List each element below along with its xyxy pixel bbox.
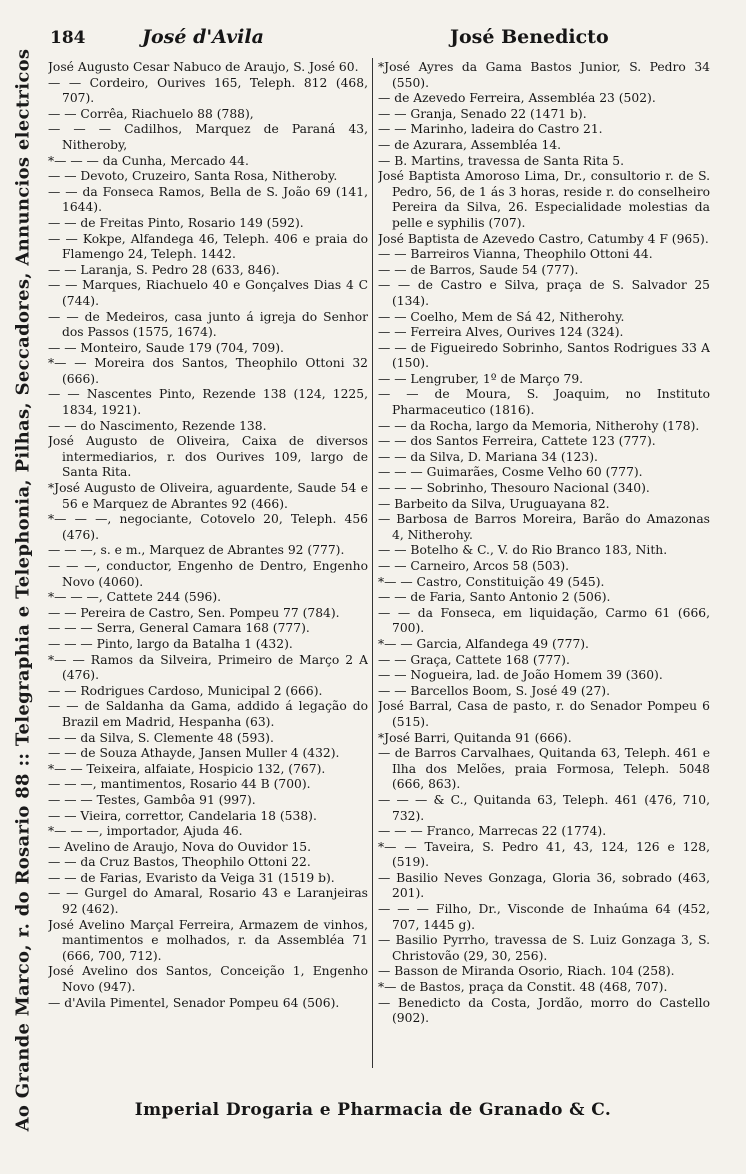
directory-entry: — — Barcellos Boom, S. José 49 (27). [378,683,610,698]
directory-entry: — de Azevedo Ferreira, Assembléa 23 (502). [378,91,656,106]
directory-entry: José Augusto de Oliveira, Caixa de diversos intermediarios, r. dos Ourives 109, largo de Santa Rita. [48,434,368,480]
directory-entry: — — Nascentes Pinto, Rezende 138 (124, 1225, 1834, 1921). [48,387,368,418]
directory-entry: — — de Freitas Pinto, Rosario 149 (592). [48,215,304,230]
directory-entry: — — Barreiros Vianna, Theophilo Ottoni 44. [378,247,653,262]
directory-entry: *— — Castro, Constituição 49 (545). [378,574,605,589]
side-advertisement [4,20,42,1160]
directory-entry: — — — Cadilhos, Marquez de Paraná 43, Nitheroby, [48,122,368,152]
directory-entry: — — de Saldanha da Gama, addido á legação do Brazil em Madrid, Hespanha (63). [48,699,368,729]
directory-entry: — d'Avila Pimentel, Senador Pompeu 64 (506). [48,995,340,1010]
directory-entry: *José Ayres da Gama Bastos Junior, S. Pedro 34 (550). [378,60,710,90]
directory-entry: — — de Souza Athayde, Jansen Muller 4 (432). [48,746,340,761]
right-column [378,60,710,1070]
page-header [50,26,720,52]
directory-entry: — — — Serra, General Camara 168 (777). [48,621,310,636]
directory-entry: *— — Teixeira, alfaiate, Hospicio 132, (767). [48,761,326,776]
directory-entry: — — de Medeiros, casa junto á igreja do Senhor dos Passos (1575, 1674). [48,309,368,340]
running-head-left: José d'Avila [142,26,264,48]
directory-entry: José Baptista de Azevedo Castro, Catumby 4 F (965). [378,231,709,246]
directory-entry: — — Marques, Riachuelo 40 e Gonçalves Dias 4 C (744). [48,278,368,308]
directory-entry: — — Monteiro, Saude 179 (704, 709). [48,340,284,355]
directory-entry: — — Coelho, Mem de Sá 42, Nitherohy. [378,309,625,324]
directory-entry: — — da Silva, S. Clemente 48 (593). [48,730,274,745]
directory-entry: — Benedicto da Costa, Jordão, morro do Castello (902). [378,995,710,1026]
directory-entry: *— — —, importador, Ajuda 46. [48,824,243,839]
directory-entry: — — Rodrigues Cardoso, Municipal 2 (666). [48,683,323,698]
directory-entry: — — Botelho & C., V. do Rio Branco 183, Nith. [378,543,668,558]
directory-entry: *— — — da Cunha, Mercado 44. [48,153,249,168]
directory-entry: — — de Faria, Santo Antonio 2 (506). [378,590,611,605]
directory-entry: *— — —, negociante, Cotovelo 20, Teleph. 456 (476). [48,512,368,542]
directory-entry: — — da Silva, D. Mariana 34 (123). [378,449,598,464]
directory-entry: — — —, mantimentos, Rosario 44 B (700). [48,777,311,792]
directory-entry: — — da Fonseca Ramos, Bella de S. João 69 (141, 1644). [48,184,368,215]
directory-entry: *— — —, Cattete 244 (596). [48,590,222,605]
directory-entry: — de Azurara, Assembléa 14. [378,137,562,152]
directory-entry: — — Lengruber, 1º de Março 79. [378,371,584,386]
directory-entry: — Avelino de Araujo, Nova do Ouvidor 15. [48,839,312,854]
directory-entry: — — Gurgel do Amaral, Rosario 43 e Laranjeiras 92 (462). [48,886,368,917]
directory-entry: — — Graça, Cattete 168 (777). [378,652,570,667]
directory-entry: — — de Figueiredo Sobrinho, Santos Rodrigues 33 A (150). [378,340,710,371]
directory-entry: José Avelino Marçal Ferreira, Armazem de vinhos, mantimentos e molhados, r. da Assembléa 71 (666, 700, 712). [48,917,368,963]
directory-entry: José Barral, Casa de pasto, r. do Senador Pompeu 6 (515). [378,699,710,729]
directory-entry: *— — Garcia, Alfandega 49 (777). [378,636,589,651]
directory-entry: — — Ferreira Alves, Ourives 124 (324). [378,325,624,340]
directory-entry: *José Augusto de Oliveira, aguardente, Saude 54 e 56 e Marquez de Abrantes 92 (466). [48,481,368,511]
directory-entry: — — — Testes, Gambôa 91 (997). [48,792,256,807]
directory-entry: — Barbeito da Silva, Uruguayana 82. [378,496,610,511]
directory-entry: José Augusto Cesar Nabuco de Araujo, S. José 60. [48,60,359,74]
directory-entry: José Baptista Amoroso Lima, Dr., consultorio r. de S. Pedro, 56, de 1 ás 3 horas, reside r. do conselheiro Pereira da Silva, 26. Especialidade molestias da pelle e syphilis (707). [378,169,710,230]
directory-entry: — — —, conductor, Engenho de Dentro, Engenho Novo (4060). [48,559,368,589]
directory-entry: *— de Bastos, praça da Constit. 48 (468, 707). [378,980,668,995]
directory-entry: — — da Cruz Bastos, Theophilo Ottoni 22. [48,855,311,870]
directory-entry: — — —, s. e m., Marquez de Abrantes 92 (777). [48,543,345,558]
directory-entry: — — — Filho, Dr., Visconde de Inhaúma 64 (452, 707, 1445 g). [378,902,710,932]
directory-entry: — — — Franco, Marrecas 22 (1774). [378,824,607,839]
directory-entry: — — Marinho, ladeira do Castro 21. [378,122,603,137]
side-advertisement-text: Ao Grande Marco, r. do Rosario 88 :: Telegraphia e Telephonia, Pilhas, Seccadores, Annuncios electricos [12,48,34,1132]
directory-entry: — — Granja, Senado 22 (1471 b). [378,106,587,121]
directory-entry: — — Vieira, correttor, Candelaria 18 (538). [48,808,317,823]
directory-entry: — — Laranja, S. Pedro 28 (633, 846). [48,262,280,277]
directory-entry: — — — Guimarães, Cosme Velho 60 (777). [378,465,643,480]
directory-entry: — — Kokpe, Alfandega 46, Teleph. 406 e praia do Flamengo 24, Teleph. 1442. [48,231,368,262]
directory-entry: — de Barros Carvalhaes, Quitanda 63, Teleph. 461 e Ilha dos Melões, praia Formosa, Teleph. 5048 (666, 863). [378,746,710,792]
directory-entry: — — dos Santos Ferreira, Cattete 123 (777). [378,434,656,449]
directory-entry: — Basilio Neves Gonzaga, Gloria 36, sobrado (463, 201). [378,870,710,901]
directory-entry: — — da Fonseca, em liquidação, Carmo 61 (666, 700). [378,605,710,636]
directory-entry: — — Nogueira, lad. de João Homem 39 (360). [378,668,663,683]
directory-entry: — B. Martins, travessa de Santa Rita 5. [378,153,625,168]
directory-entry: — — Corrêa, Riachuelo 88 (788), [48,106,254,121]
directory-entry: — — da Rocha, largo da Memoria, Nitherohy (178). [378,418,700,433]
directory-entry: — — de Barros, Saude 54 (777). [378,262,579,277]
directory-entry: — — Pereira de Castro, Sen. Pompeu 77 (784). [48,605,340,620]
directory-entry: — — — Pinto, largo da Batalha 1 (432). [48,636,293,651]
footer-advertisement: Imperial Drogaria e Pharmacia de Granado & C. [134,1100,612,1120]
directory-entry: — — de Moura, S. Joaquim, no Instituto Pharmaceutico (1816). [378,387,710,418]
directory-entry: — — — & C., Quitanda 63, Teleph. 461 (476, 710, 732). [378,792,710,823]
directory-entry: — — Cordeiro, Ourives 165, Teleph. 812 (468, 707). [48,75,368,106]
directory-entry: — — Devoto, Cruzeiro, Santa Rosa, Nitheroby. [48,169,338,184]
page-number: 184 [50,28,86,48]
directory-entry: *José Barri, Quitanda 91 (666). [378,730,572,745]
directory-entry: — — — Sobrinho, Thesouro Nacional (340). [378,481,650,496]
directory-entry: — Barbosa de Barros Moreira, Barão do Amazonas 4, Nitherohy. [378,512,710,542]
directory-entry: — Basilio Pyrrho, travessa de S. Luiz Gonzaga 3, S. Christovão (29, 30, 256). [378,933,710,963]
directory-entry: — Basson de Miranda Osorio, Riach. 104 (258). [378,964,675,979]
directory-entry: — — de Castro e Silva, praça de S. Salvador 25 (134). [378,278,710,308]
directory-entry: José Avelino dos Santos, Conceição 1, Engenho Novo (947). [48,964,368,995]
directory-entry: *— — Taveira, S. Pedro 41, 43, 124, 126 e 128, (519). [378,839,710,870]
directory-entry: — — de Farias, Evaristo da Veiga 31 (1519 b). [48,870,335,885]
directory-entry: — — do Nascimento, Rezende 138. [48,418,267,433]
directory-entry: *— — Ramos da Silveira, Primeiro de Março 2 A (476). [48,652,368,683]
running-head-right: José Benedicto [450,26,609,48]
directory-entry: *— — Moreira dos Santos, Theophilo Ottoni 32 (666). [48,356,368,386]
left-column [48,60,368,1070]
directory-entry: — — Carneiro, Arcos 58 (503). [378,559,570,573]
column-divider [372,58,373,1068]
